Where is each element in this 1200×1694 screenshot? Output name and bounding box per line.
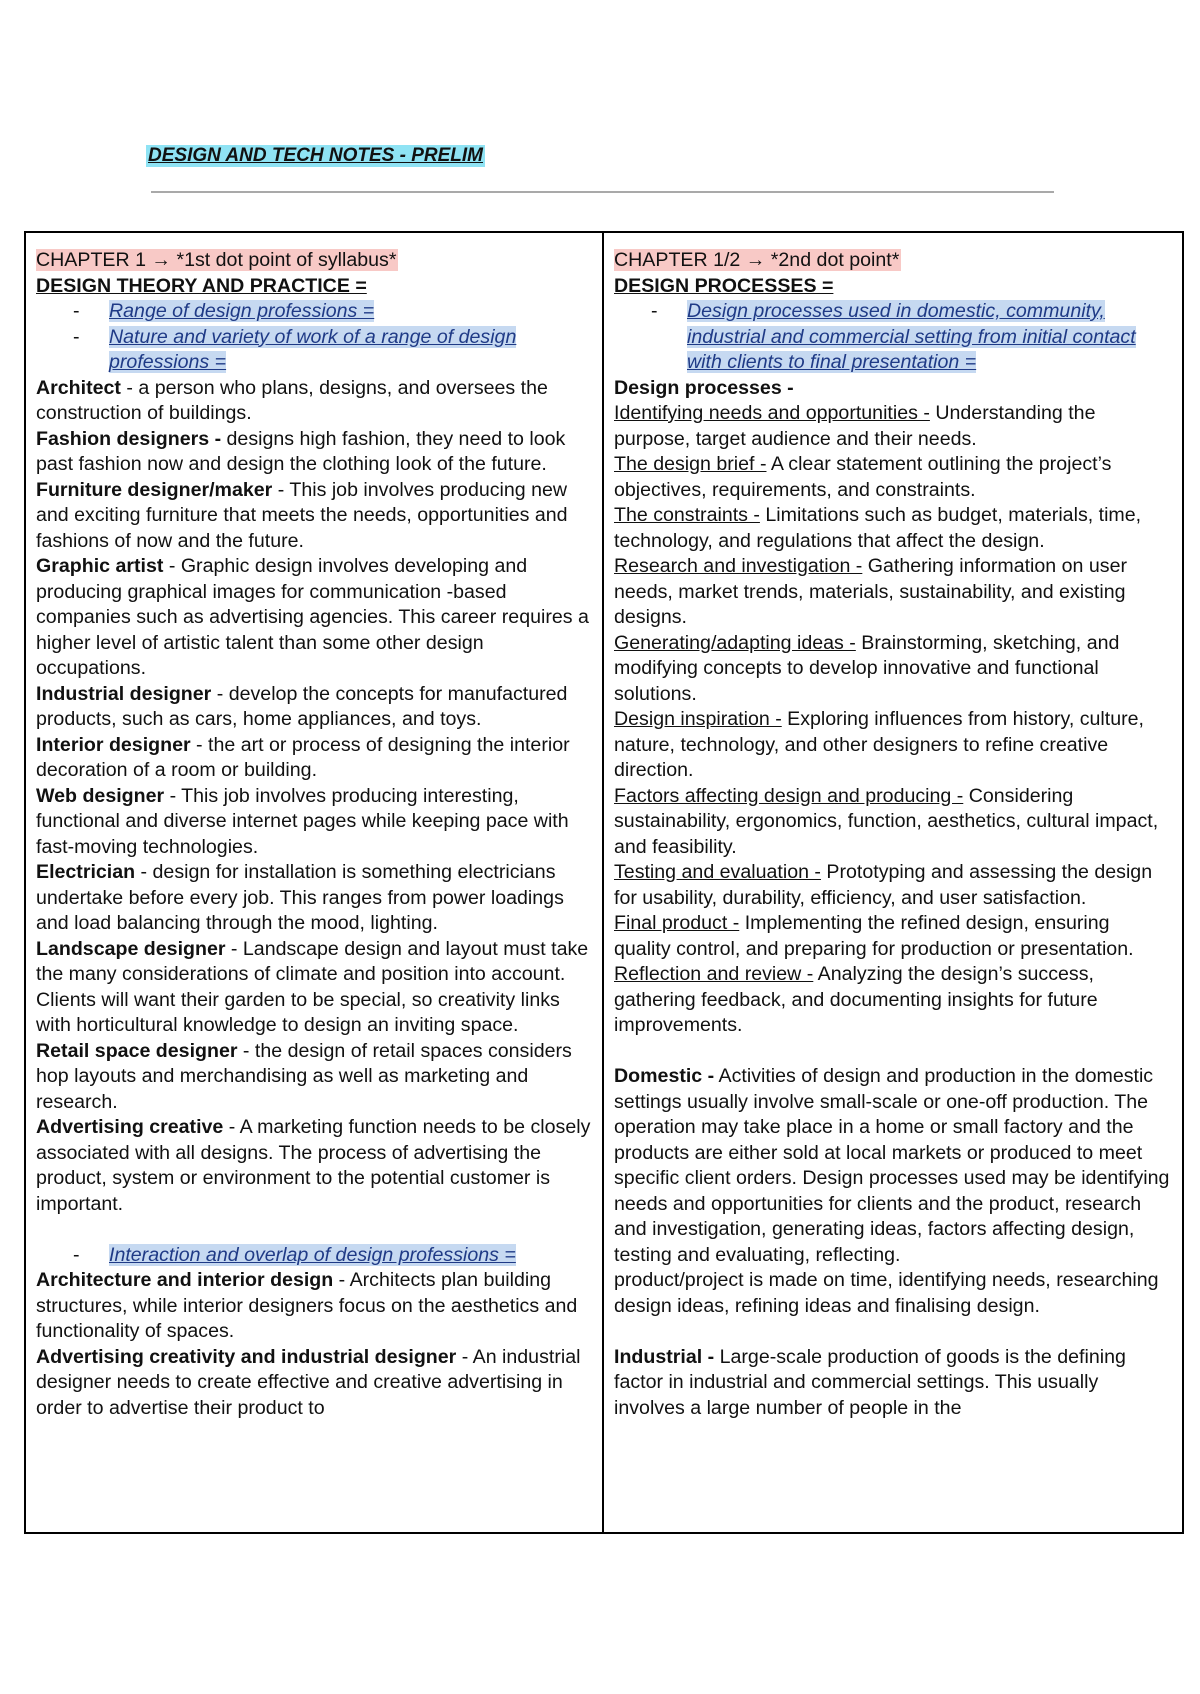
subheading: Design processes - [614, 376, 794, 399]
chapter-label: CHAPTER 1/2 → *2nd dot point* [614, 249, 900, 271]
profession-entry: Architect - a person who plans, designs, and oversees the construction of buildings. [36, 376, 548, 424]
process-step: The design brief - A clear statement outlining the project’s objectives, requirements, and constraints. [614, 453, 1112, 501]
setting-entry-domestic: Domestic - Activities of design and production in the domestic settings usually involve small-scale or one-off production. The operation may take place in a home or small factory and the products are either sold at local markets or produced to meet specific client orders. Design processes used may be identifying needs and opportunities for clients and the product, research and investigation, generating ideas, factors affecting design, testing and evaluating, reflecting. [614, 1065, 1170, 1266]
left-column [26, 233, 604, 1532]
profession-entry: Web designer - This job involves producing interesting, functional and diverse internet pages while keeping pace with fast-moving technologies. [36, 784, 569, 858]
section-heading: DESIGN PROCESSES = [614, 274, 834, 297]
setting-entry-industrial: Industrial - Large-scale production of goods is the defining factor in industrial and commercial settings. This usually involves a large number of people in the [614, 1345, 1126, 1419]
process-step: Identifying needs and opportunities - Understanding the purpose, target audience and their needs. [614, 402, 1096, 450]
profession-entry: Fashion designers - designs high fashion, they need to look past fashion now and design the clothing look of the future. [36, 427, 566, 475]
bullet-item: - Range of design professions = [73, 300, 375, 322]
process-step: Generating/adapting ideas - Brainstorming, sketching, and modifying concepts to develop innovative and functional solutions. [614, 631, 1120, 705]
profession-entry: Advertising creative - A marketing function needs to be closely associated with all designs. The process of advertising the product, system or environment to the potential customer is important. [36, 1116, 591, 1215]
profession-entry: Retail space designer - the design of retail spaces considers hop layouts and merchandising as well as marketing and research. [36, 1039, 572, 1113]
process-step: Testing and evaluation - Prototyping and assessing the design for usability, durability, efficiency, and user satisfaction. [614, 861, 1153, 909]
section-heading: DESIGN THEORY AND PRACTICE = [36, 274, 367, 297]
process-step: Design inspiration - Exploring influences from history, culture, nature, technology, and other designers to refine creative direction. [614, 708, 1144, 781]
chapter-label: CHAPTER 1 → *1st dot point of syllabus* [36, 249, 397, 271]
bullet-item: - Interaction and overlap of design professions = [73, 1243, 516, 1266]
right-column [604, 233, 1182, 1532]
notes-table [24, 231, 1184, 1534]
document-title: DESIGN AND TECH NOTES - PRELIM [148, 145, 483, 166]
profession-entry: Landscape designer - Landscape design and layout must take the many considerations of climate and position into account. Clients will want their garden to be special, so creativity links with horticultural knowledge to design an inviting space. [36, 937, 589, 1036]
overlap-entry: Architecture and interior design - Architects plan building structures, while interior designers focus on the aesthetics and functionality of spaces. [36, 1269, 578, 1342]
profession-entry: Graphic artist - Graphic design involves developing and producing graphical images for communication -based companies such as advertising agencies. This career requires a higher level of artistic talent than some other design occupations. [36, 555, 589, 679]
profession-entry: Electrician - design for installation is something electricians undertake before every job. This ranges from power loadings and load balancing through the mood, lighting. [36, 861, 564, 934]
setting-entry-continued: product/project is made on time, identifying needs, researching design ideas, refining ideas and finalising design. [614, 1269, 1159, 1317]
process-step: Factors affecting design and producing - Considering sustainability, ergonomics, function, aesthetics, cultural impact, and feasibility. [614, 784, 1159, 858]
profession-entry: Industrial designer - develop the concepts for manufactured products, such as cars, home appliances, and toys. [36, 682, 568, 730]
process-step: The constraints - Limitations such as budget, materials, time, technology, and regulations that affect the design. [614, 504, 1142, 552]
title-divider [151, 191, 1054, 193]
process-step: Reflection and review - Analyzing the design’s success, gathering feedback, and documenting insights for future improvements. [614, 963, 1098, 1036]
profession-entry: Furniture designer/maker - This job involves producing new and exciting furniture that meets the needs, opportunities and fashions of now and the future. [36, 478, 568, 552]
process-step: Research and investigation - Gathering information on user needs, market trends, materials, sustainability, and existing designs. [614, 555, 1127, 628]
overlap-entry: Advertising creativity and industrial designer - An industrial designer needs to create effective and creative advertising in order to advertise their product to [36, 1345, 581, 1419]
profession-entry: Interior designer - the art or process of designing the interior decoration of a room or building. [36, 733, 570, 781]
bullet-item: - Nature and variety of work of a range of design professions = [73, 325, 517, 373]
bullet-item: - Design processes used in domestic, community, industrial and commercial setting from initial contact with clients to final presentation = [651, 300, 1136, 373]
process-step: Final product - Implementing the refined design, ensuring quality control, and preparing for production or presentation. [614, 912, 1134, 960]
